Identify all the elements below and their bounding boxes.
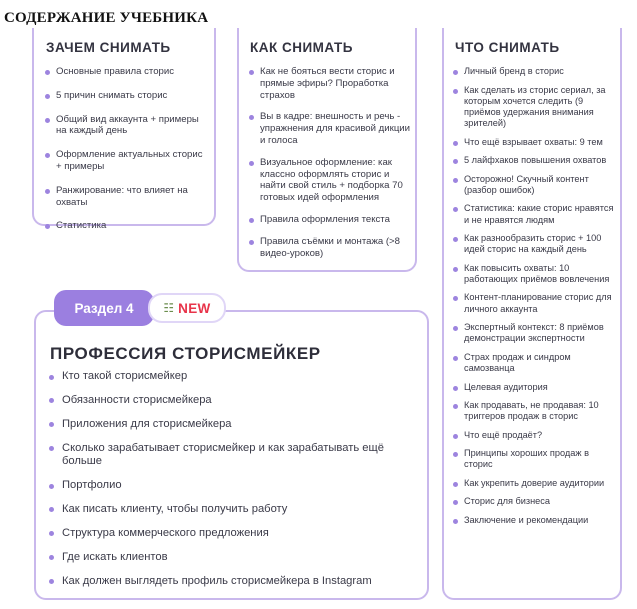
list-item: Обязанности сторисмейкера [48,394,423,408]
list-item: Контент-планирование сторис для личного аккаунта [452,292,620,314]
list-item: Как укрепить доверие аудитории [452,478,620,489]
list-item: Ранжирование: что влияет на охваты [44,185,210,209]
topic-list [248,66,413,269]
list-item: Как повысить охваты: 10 работающих приёмов вовлечения [452,263,620,285]
section-why-shoot [32,28,216,232]
list-item: Принципы хороших продаж в сторис [452,448,620,470]
list-item: Как сделать из сторис сериал, за которым хочется следить (9 приёмов удержания внимания зрителей) [452,85,620,130]
list-item: Оформление актуальных сторис + примеры [44,149,210,173]
list-item: Приложения для сторисмейкера [48,418,423,432]
list-item: Визуальное оформление: как классно оформлять сторис и найти свой стиль + подборка 70 готовых идей оформления [248,157,413,204]
section-tab [54,290,154,326]
list-item: Осторожно! Скучный контент (разбор ошибок) [452,174,620,196]
list-item: Статистика: какие сторис нравятся и не нравятся людям [452,203,620,225]
list-item: Где искать клиентов [48,551,423,565]
list-item: Статистика [44,220,210,232]
section-storymaker-profession [34,310,429,600]
list-item: Общий вид аккаунта + примеры на каждый день [44,114,210,138]
section-heading: ЗАЧЕМ СНИМАТЬ [46,40,171,55]
list-item: Кто такой сторисмейкер [48,370,423,384]
list-item: Вы в кадре: внешность и речь - упражнения для красивой дикции и голоса [248,111,413,146]
list-item: Что ещё продаёт? [452,430,620,441]
list-item: Что ещё взрывает охваты: 9 тем [452,137,620,148]
section-how-to-shoot [237,28,417,272]
section-heading: ЧТО СНИМАТЬ [455,40,560,55]
list-item: Сторис для бизнеса [452,496,620,507]
list-item: 5 причин снимать сторис [44,90,210,102]
list-item: Заключение и рекомендации [452,515,620,526]
section-heading: КАК СНИМАТЬ [250,40,353,55]
list-item: Сколько зарабатывает сторисмейкер и как зарабатывать ещё больше [48,442,423,469]
list-item: Правила съёмки и монтажа (>8 видео-уроков) [248,236,413,260]
list-item: Как должен выглядеть профиль сторисмейкера в Instagram [48,575,423,589]
topic-list [44,66,210,244]
list-item: Экспертный контекст: 8 приёмов демонстрации экспертности [452,322,620,344]
new-label: NEW [178,300,211,316]
page-title: СОДЕРЖАНИЕ УЧЕБНИКА [4,10,209,26]
list-item: Как писать клиенту, чтобы получить работу [48,503,423,517]
list-item: Основные правила сторис [44,66,210,78]
list-item: Портфолио [48,479,423,493]
money-icon: ☷ [163,301,175,315]
section-heading: ПРОФЕССИЯ СТОРИСМЕЙКЕР [50,344,321,363]
list-item: Как разнообразить сторис + 100 идей сторис на каждый день [452,233,620,255]
list-item: Правила оформления текста [248,214,413,226]
list-item: Структура коммерческого предложения [48,527,423,541]
topic-list [48,370,423,599]
section-what-to-shoot [442,28,622,600]
list-item: Страх продаж и синдром самозванца [452,352,620,374]
topic-list [452,66,620,533]
list-item: Как не бояться вести сторис и прямые эфиры? Проработка страхов [248,66,413,101]
new-badge [148,293,226,323]
list-item: Как продавать, не продавая: 10 триггеров продаж в сторис [452,400,620,422]
list-item: Личный бренд в сторис [452,66,620,77]
list-item: Целевая аудитория [452,382,620,393]
list-item: 5 лайфхаков повышения охватов [452,155,620,166]
section-tab-label: Раздел 4 [74,300,134,316]
